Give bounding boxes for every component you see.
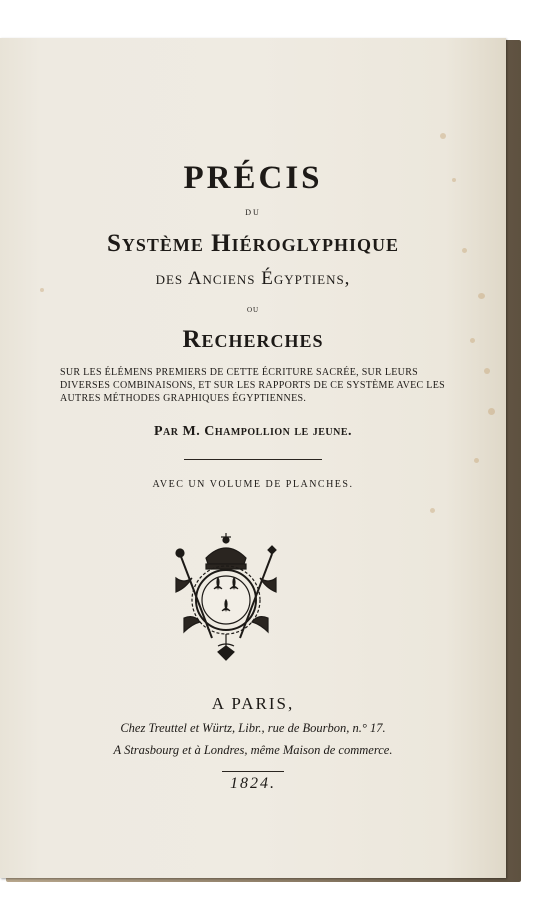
title-ou: ou — [246, 304, 260, 315]
title-anciens: des Anciens Égyptiens, — [155, 268, 351, 289]
rule-divider — [184, 459, 322, 460]
title-du: du — [245, 206, 261, 218]
imprint-city: A PARIS, — [211, 694, 295, 713]
plates-note: AVEC UN VOLUME DE PLANCHES. — [152, 479, 354, 490]
publication-year: 1824. — [230, 775, 276, 792]
coat-of-arms-icon — [166, 528, 286, 668]
title-recherches: Recherches — [182, 326, 324, 353]
imprint-publisher: Chez Treuttel et Würtz, Libr., rue de Bourbon, n.° 17. — [120, 721, 386, 735]
title-page-text — [0, 38, 506, 878]
author-line: Par M. Champollion le jeune. — [154, 424, 352, 439]
rule-year — [222, 771, 284, 772]
imprint-branches: A Strasbourg et à Londres, même Maison de commerce. — [113, 743, 393, 757]
title-precis: PRÉCIS — [183, 160, 323, 196]
title-systeme: Système Hiéroglyphique — [107, 230, 399, 257]
subtitle: SUR LES ÉLÉMENS PREMIERS DE CETTE ÉCRITURE SACRÉE, SUR LEURS DIVERSES COMBINAISONS, ET SUR LES RAPPORTS DE CE SYSTÈME AVEC LES AUTRES MÉTHODES GRAPHIQUES ÉGYPTIENNES. — [60, 367, 445, 404]
